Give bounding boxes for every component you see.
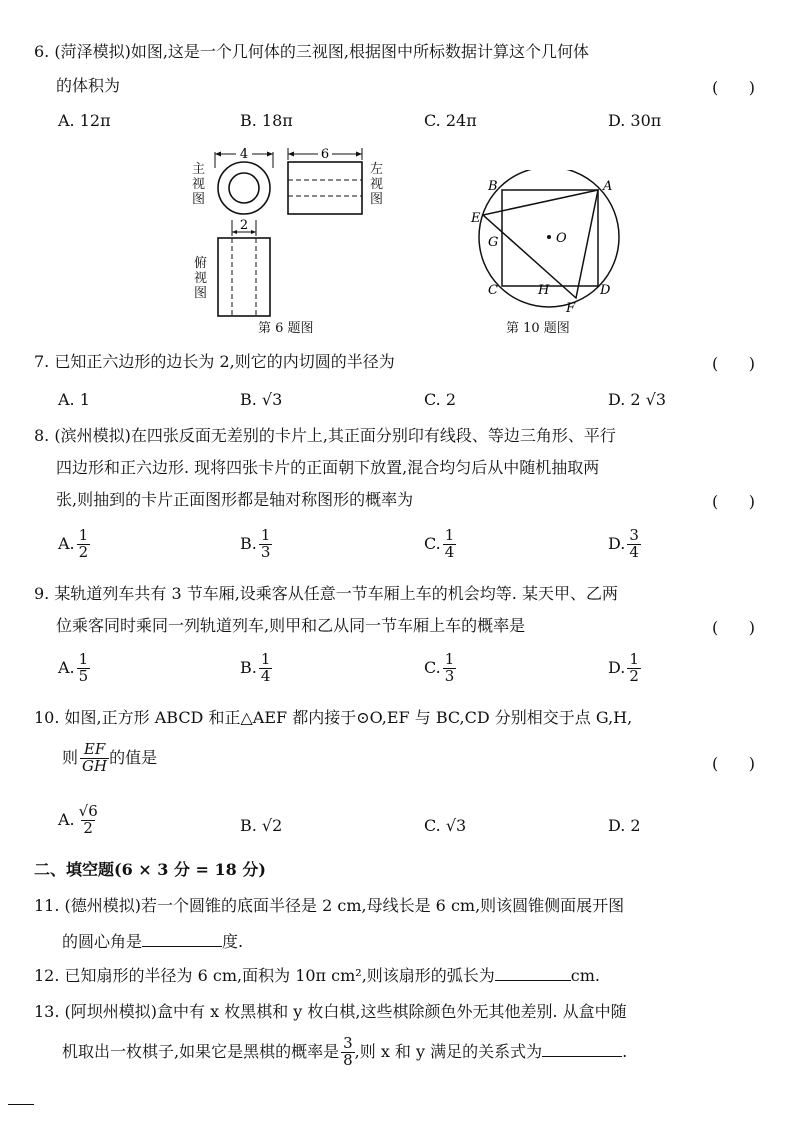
- numerator: √6: [78, 802, 98, 820]
- front-outer-circle: [218, 162, 270, 214]
- q10-line1: 10. 如图,正方形 ABCD 和正△AEF 都内接于⊙O,EF 与 BC,CD 分别相交于点 G,H,: [34, 708, 633, 727]
- q10-line2: [62, 742, 157, 775]
- q10-ratio-fraction: [80, 742, 109, 775]
- q11-answer-blank[interactable]: [142, 932, 222, 947]
- q9-option-c-fraction: [443, 652, 457, 685]
- point-g: G: [488, 235, 499, 250]
- q7-option-c: C. 2: [424, 390, 457, 409]
- side-view-rect: [288, 162, 362, 214]
- numerator: 1: [260, 650, 271, 668]
- denominator: 4: [260, 666, 271, 685]
- q10-option-c: C. √3: [424, 816, 467, 835]
- q10-line2-pre: 则: [62, 747, 79, 767]
- numerator: 1: [444, 650, 455, 668]
- numerator: 3: [629, 526, 639, 544]
- top-view-rect: [218, 238, 270, 316]
- numerator: 1: [629, 650, 639, 668]
- q10-option-a: [58, 804, 100, 837]
- q9-option-a-fraction: [77, 652, 91, 685]
- front-inner-circle: [229, 173, 259, 203]
- dim-side-label: 6: [320, 147, 330, 162]
- point-c: C: [488, 283, 498, 298]
- point-b: B: [488, 179, 498, 194]
- numerator: 1: [444, 526, 455, 544]
- q13-line2-pre: 机取出一枚棋子,如果它是黑棋的概率是: [62, 1041, 340, 1061]
- q8-option-c: [424, 528, 456, 561]
- geometry-drawing: [466, 170, 626, 322]
- q7-stem: 7. 已知正六边形的边长为 2,则它的内切圆的半径为: [34, 352, 395, 371]
- q8-option-b-fraction: [259, 528, 273, 561]
- numerator: 1: [78, 650, 89, 668]
- page-corner-rule: [8, 1104, 34, 1105]
- q7-answer-paren: ( ): [712, 354, 755, 373]
- denominator: 2: [83, 818, 93, 837]
- q8-option-c-letter: C.: [424, 533, 441, 553]
- q8-option-d-letter: D.: [608, 533, 626, 553]
- point-o: O: [556, 231, 567, 246]
- q6-answer-paren: ( ): [712, 78, 755, 97]
- figure-10-geometry: [466, 170, 626, 342]
- q10-option-b: B. √2: [240, 816, 283, 835]
- q6-option-c: C. 24π: [424, 111, 477, 130]
- q8-answer-paren: ( ): [712, 492, 755, 511]
- q9-line2: 位乘客同时乘同一列轨道列车,则甲和乙从同一节车厢上车的概率是: [56, 616, 526, 635]
- q8-line2: 四边形和正六边形. 现将四张卡片的正面朝下放置,混合均匀后从中随机抽取两: [56, 458, 600, 477]
- q13-probability-fraction: [341, 1036, 355, 1069]
- q7-option-a: A. 1: [58, 390, 90, 409]
- q9-option-d-fraction: [627, 652, 641, 685]
- numerator: 1: [78, 526, 89, 544]
- numerator: 3: [343, 1034, 353, 1052]
- q8-line1: 8. (滨州模拟)在四张反面无差别的卡片上,其正面分别印有线段、等边三角形、平行: [34, 426, 616, 445]
- q8-option-d: [608, 528, 641, 561]
- q13-line1: 13. (阿坝州模拟)盒中有 x 枚黑棋和 y 枚白棋,这些棋除颜色外无其他差别. 从盒中随: [34, 1002, 627, 1021]
- q9-answer-paren: ( ): [712, 618, 755, 637]
- center-point: [547, 235, 551, 239]
- top-view-label: 俯视图: [194, 256, 208, 301]
- q8-option-a-letter: A.: [58, 533, 75, 553]
- denominator: 3: [444, 666, 455, 685]
- point-d: D: [600, 283, 611, 298]
- dim-top-label: 2: [239, 218, 249, 233]
- q9-option-c-letter: C.: [424, 657, 441, 677]
- side-view-label: 左视图: [370, 162, 384, 207]
- figure-6-caption: 第 6 题图: [258, 321, 314, 336]
- point-e: E: [471, 211, 481, 226]
- denominator: 5: [78, 666, 89, 685]
- q12-line: [34, 966, 600, 984]
- q6-option-b: B. 18π: [240, 111, 293, 130]
- denominator: 8: [343, 1050, 353, 1069]
- q8-option-b: [240, 528, 272, 561]
- q13-answer-blank[interactable]: [542, 1042, 622, 1057]
- q6-option-a: A. 12π: [58, 111, 111, 130]
- q9-option-d-letter: D.: [608, 657, 626, 677]
- q13-line2-post: ,则 x 和 y 满足的关系式为: [354, 1041, 543, 1061]
- point-h: H: [538, 283, 550, 298]
- numerator: 1: [260, 526, 271, 544]
- q6-option-d: D. 30π: [608, 111, 662, 130]
- q8-option-c-fraction: [443, 528, 457, 561]
- q10-option-a-letter: A.: [58, 809, 75, 829]
- q10-option-d: D. 2: [608, 816, 641, 835]
- q9-option-b-fraction: [259, 652, 273, 685]
- figure-6-three-views: [180, 140, 400, 340]
- q9-option-b: [240, 652, 272, 685]
- q11-line2: [62, 932, 243, 950]
- section-2-title: 二、填空题(6 × 3 分 = 18 分): [34, 860, 266, 879]
- denominator: 2: [629, 666, 639, 685]
- point-a: A: [603, 179, 613, 194]
- denominator: GH: [82, 756, 108, 775]
- q8-line3: 张,则抽到的卡片正面图形都是轴对称图形的概率为: [56, 490, 414, 509]
- denominator: 4: [629, 542, 639, 561]
- q6-line2: 的体积为: [56, 76, 121, 95]
- q10-option-a-fraction: [77, 804, 100, 837]
- q8-option-a-fraction: [77, 528, 91, 561]
- q13-line2: [62, 1036, 627, 1069]
- q9-line1: 9. 某轨道列车共有 3 节车厢,设乘客从任意一节车厢上车的机会均等. 某天甲、乙两: [34, 584, 618, 603]
- q9-option-c: [424, 652, 456, 685]
- three-views-drawing: [180, 140, 400, 340]
- q7-option-d: D. 2 √3: [608, 390, 667, 409]
- denominator: 4: [444, 542, 455, 561]
- q13-line2-end: .: [622, 1041, 628, 1061]
- q11-line2-post: 度.: [222, 932, 244, 951]
- q7-option-b: B. √3: [240, 390, 283, 409]
- q12-post: cm.: [570, 966, 601, 985]
- q11-line2-pre: 的圆心角是: [62, 932, 143, 951]
- q11-line1: 11. (德州模拟)若一个圆锥的底面半径是 2 cm,母线长是 6 cm,则该圆锥侧面展开图: [34, 896, 625, 915]
- front-view-label: 主视图: [192, 162, 206, 207]
- triangle-aef: [483, 190, 598, 298]
- denominator: 2: [78, 542, 89, 561]
- dim-front-label: 4: [239, 147, 249, 162]
- q12-pre: 12. 已知扇形的半径为 6 cm,面积为 10π cm²,则该扇形的弧长为: [34, 966, 495, 985]
- q8-option-d-fraction: [627, 528, 641, 561]
- q9-option-a: [58, 652, 90, 685]
- q10-answer-paren: ( ): [712, 754, 755, 773]
- denominator: 3: [260, 542, 271, 561]
- q9-option-a-letter: A.: [58, 657, 75, 677]
- q8-option-a: [58, 528, 90, 561]
- q9-option-d: [608, 652, 641, 685]
- figure-10-caption: 第 10 题图: [506, 321, 570, 336]
- q8-option-b-letter: B.: [240, 533, 257, 553]
- q10-line2-post: 的值是: [109, 747, 158, 767]
- point-f: F: [566, 301, 576, 316]
- q12-answer-blank[interactable]: [495, 966, 571, 981]
- q9-option-b-letter: B.: [240, 657, 257, 677]
- numerator: EF: [83, 740, 106, 758]
- q6-line1: 6. (菏泽模拟)如图,这是一个几何体的三视图,根据图中所标数据计算这个几何体: [34, 42, 590, 61]
